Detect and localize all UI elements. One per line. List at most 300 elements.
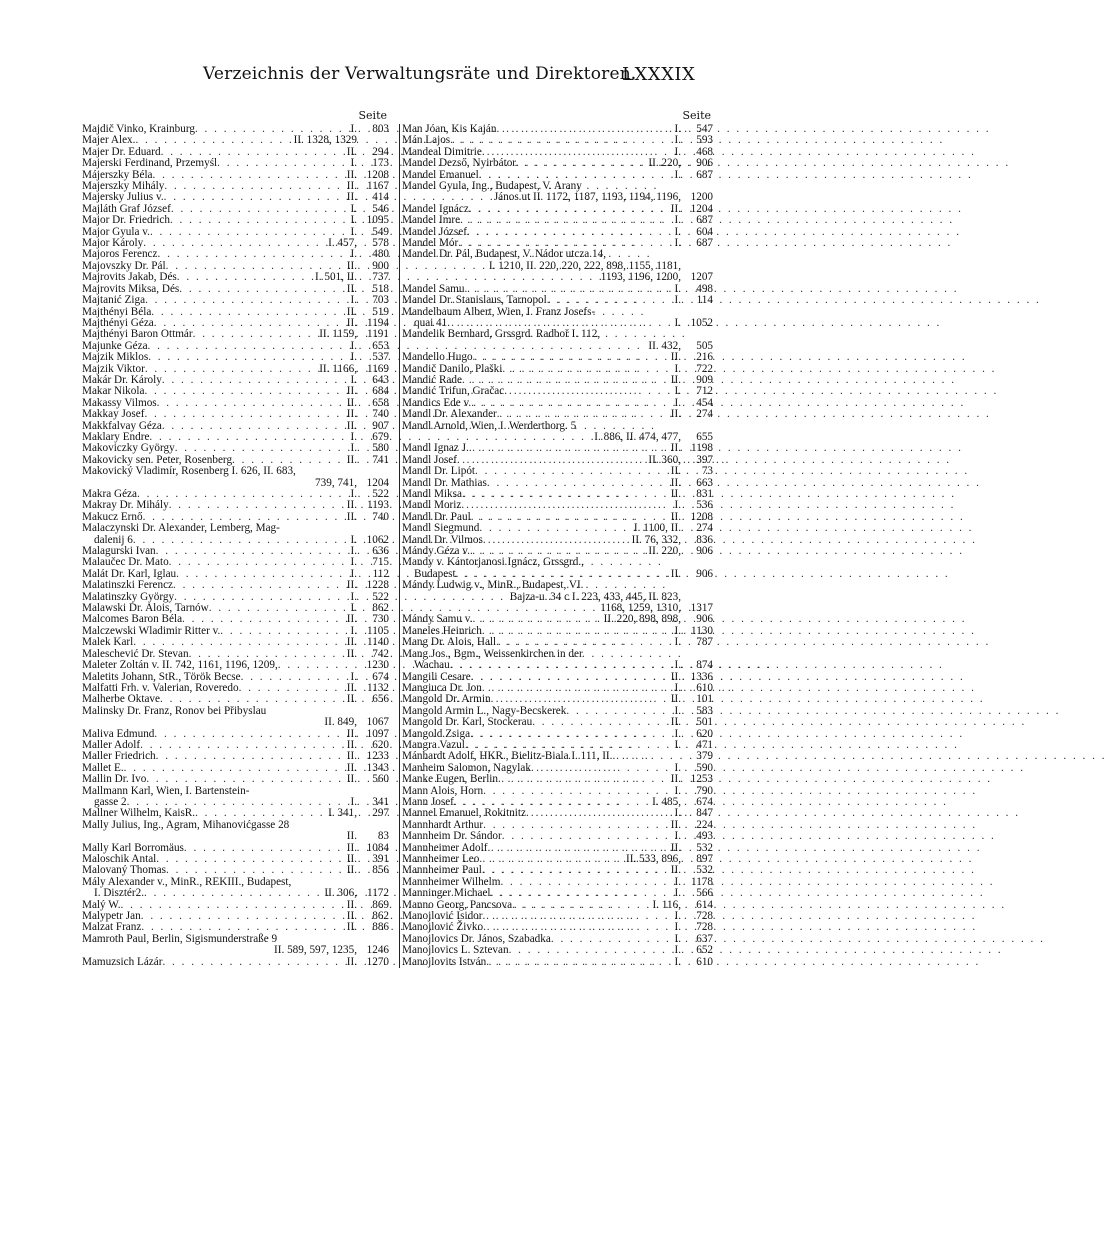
entry-text: Mally Julius, Ing., Agram, Mihanovićgasse 28 (82, 818, 290, 831)
dot-leader (504, 386, 672, 397)
dot-leader (462, 375, 669, 386)
entry-text: Mándy Ludwig v., MinR., Budapest, VI. (402, 579, 584, 592)
page-ref: 643 (372, 373, 389, 386)
dot-leader (526, 808, 672, 819)
entry-text: II. 589, 597, 1235, (274, 944, 357, 957)
page-ref: 663 (696, 476, 713, 489)
volume-ref: I. (674, 123, 681, 135)
volume-ref: I. (674, 225, 681, 238)
page-ref: 532 (696, 864, 713, 877)
volume-ref: I. (674, 282, 681, 295)
page-ref: 620 (696, 727, 713, 740)
entry-text: I. 1210, II. 220, 220, 222, 898, 1155, 1181, (488, 259, 681, 272)
entry-name: quai 41 (414, 316, 448, 329)
entry-name: Maliva Edmund (82, 727, 155, 740)
volume-ref: II. (670, 373, 681, 386)
page-ref: 546 (372, 202, 389, 215)
index-entry (402, 774, 713, 785)
dot-leader (176, 569, 348, 580)
dot-leader (458, 238, 672, 249)
entry-name: Majzik Miklos (82, 351, 149, 364)
page-ref: 787 (696, 636, 713, 649)
index-entry-line (402, 272, 713, 283)
dot-leader (148, 352, 348, 363)
page-ref: 652 (696, 944, 713, 957)
page-ref: 114 (696, 294, 713, 307)
page-ref: 1052 (690, 316, 713, 329)
dot-leader (162, 421, 345, 432)
entry-text: Mallmann Karl, Wien, I. Bartenstein- (82, 784, 250, 797)
page-ref: 737 (372, 271, 389, 284)
entry-name: Mallner Wilhelm, KaisR. (82, 807, 196, 820)
entry-name: Manojlović Živko (402, 921, 484, 934)
page-ref: 1084 (366, 841, 389, 854)
entry-name: Mamuzsich Lázár (82, 955, 163, 968)
volume-ref: I. (350, 545, 357, 558)
entry-name: Mangili Cesare (402, 670, 471, 683)
page-ref: 274 (696, 408, 713, 421)
seite-label: Seite (358, 109, 387, 122)
entry-name: Majerski Ferdinand, Przemyśl (82, 157, 218, 170)
volume-ref: II. (346, 738, 357, 751)
page-ref: 1169 (367, 362, 389, 375)
volume-ref: II. 220, 898, 898, (603, 613, 681, 626)
page-ref: 1198 (691, 442, 713, 455)
entry-name: Manninger Michael (402, 887, 491, 900)
entry-name: Mallin Dr. Ivo (82, 773, 147, 786)
entry-name: I. Disztér2. (94, 887, 145, 900)
dot-leader (482, 911, 672, 922)
page-ref: 505 (696, 339, 713, 352)
entry-text: II. 849, (324, 716, 357, 729)
dot-leader (483, 820, 669, 831)
page-ref: 498 (696, 282, 713, 295)
entry-name: Mally Karl Borromäus (82, 841, 184, 854)
volume-ref: II. 220, (648, 545, 681, 558)
page-ref: 454 (696, 396, 713, 409)
page-ref: 722 (696, 362, 713, 375)
entry-name: Malfatti Frh. v. Valerian, Roveredo (82, 681, 239, 694)
entry-name: Majláth Graf József (82, 202, 171, 215)
entry-name: Majthényi Baron Ottmár (82, 328, 193, 341)
page-ref: 580 (372, 442, 389, 455)
dot-leader (151, 307, 344, 318)
dot-leader (460, 215, 672, 226)
page-ref: 1246 (366, 944, 389, 957)
dot-leader (144, 386, 344, 397)
dot-leader (612, 751, 679, 762)
entry-name: Majtanić Ziga (82, 294, 146, 307)
index-entry (402, 523, 713, 534)
page-number: LXXXIX (622, 64, 696, 85)
page-ref: 522 (372, 488, 389, 500)
entry-name: Malzat Franz (82, 921, 142, 934)
dot-leader (133, 637, 344, 648)
volume-ref: II. (670, 693, 681, 706)
volume-ref: I. (350, 248, 357, 261)
dot-leader (500, 877, 672, 888)
index-entry (402, 694, 713, 705)
entry-text: Malinsky Dr. Franz, Ronov bei Přibyslau (82, 704, 267, 717)
page-ref: 653 (372, 339, 389, 352)
entry-name: Mandel Mór (402, 237, 459, 250)
dot-leader (146, 774, 344, 785)
volume-ref: I. (350, 157, 357, 170)
volume-ref: II. (346, 910, 357, 923)
volume-ref: I. (674, 168, 681, 181)
volume-ref: II. (670, 408, 681, 421)
entry-name: Major Károly (82, 237, 144, 250)
volume-ref: II. (346, 305, 357, 318)
page-ref: 803 (372, 123, 389, 135)
page-ref: 547 (696, 123, 713, 135)
dot-leader (171, 204, 349, 215)
index-entry (82, 957, 389, 968)
entry-name: Maleter Zoltán v. II. 742, 1161, 1196, 1209, (82, 659, 278, 672)
index-entry (82, 660, 389, 671)
page-ref: 790 (696, 784, 713, 797)
entry-text: Mandl Arnold, Wien, I. Werderthorg. 5 (402, 419, 577, 432)
page-ref: 869 (372, 898, 389, 911)
volume-ref: II. 220, (648, 157, 681, 170)
volume-ref: II. (346, 853, 357, 865)
entry-name: Majoros Ferencz (82, 248, 158, 261)
volume-ref: I. (674, 681, 681, 694)
dot-leader (479, 854, 624, 865)
entry-text: Mamroth Paul, Berlin, Sigismunderstraße 9 (82, 932, 278, 945)
volume-ref: I. (674, 499, 681, 512)
dot-leader (241, 672, 349, 683)
volume-ref: I. (674, 396, 681, 409)
page-ref: 480 (372, 248, 389, 261)
dot-leader (175, 443, 349, 454)
page-ref: 1067 (366, 716, 389, 729)
page-ref: 294 (372, 145, 389, 158)
page-ref: 216 (696, 351, 713, 364)
page-ref: 73 (701, 465, 713, 478)
volume-ref: I. (674, 316, 681, 329)
volume-ref: II. 1166, (319, 362, 357, 375)
page-ref: 1193 (367, 499, 389, 512)
page-ref: 1132 (367, 681, 389, 694)
volume-ref: I. (674, 955, 681, 968)
page-ref: 703 (372, 294, 389, 307)
entry-name: Major Gyula v. (82, 225, 150, 238)
dot-leader (479, 523, 631, 534)
entry-name: Mannheimer Leo (402, 853, 480, 865)
entry-name: Mangold Armin L., Nagy-Becskerek (402, 704, 567, 717)
entry-name: Mandl Siegmund (402, 522, 480, 535)
page-ref: 1172 (367, 887, 389, 900)
dot-leader (177, 272, 313, 283)
dot-leader (162, 375, 349, 386)
dot-leader (170, 215, 349, 226)
volume-ref: I. (350, 670, 357, 683)
entry-text: Makovický Vladimír, Rosenberg I. 626, II. 683, (82, 465, 296, 478)
index-entry (82, 329, 389, 340)
volume-ref: II. (670, 864, 681, 877)
volume-ref: I. (674, 932, 681, 945)
dot-leader (166, 261, 345, 272)
volume-ref: II. (346, 453, 357, 466)
page-ref: 906 (696, 567, 713, 580)
volume-ref: I. (674, 830, 681, 843)
dot-leader (164, 192, 345, 203)
entry-name: Mánhardt Adolf, HKR., Bielitz-Biala I. 111, II. (402, 750, 613, 763)
dot-leader (217, 158, 348, 169)
page-ref: 1178 (691, 875, 713, 888)
dot-leader (491, 888, 673, 899)
entry-name: Mandel Dezső, Nyirbátor (402, 157, 517, 170)
dot-leader (469, 204, 669, 215)
dot-leader (482, 626, 673, 637)
dot-leader (158, 249, 349, 260)
volume-ref: II. (670, 773, 681, 786)
page-header (0, 64, 800, 88)
entry-name: Mandel Emanuel (402, 168, 479, 181)
dot-leader (144, 409, 344, 420)
entry-text: I. 886, II. 474, 477, (594, 430, 681, 443)
page-ref: 1167 (367, 180, 389, 193)
dot-leader (179, 284, 344, 295)
volume-ref: II. (346, 408, 357, 421)
index-entry (402, 717, 713, 728)
page-ref: 687 (696, 214, 713, 227)
entry-name: Malypetr Jan (82, 910, 141, 923)
entry-name: Maklary Endre (82, 430, 150, 443)
dot-leader (462, 489, 669, 500)
dot-leader (143, 238, 326, 249)
volume-ref: II. (346, 647, 357, 660)
page-ref: 741 (372, 453, 389, 466)
page-ref: 224 (696, 818, 713, 831)
entry-name: Mangold Dr. Armin (402, 693, 491, 706)
page-ref: 1208 (690, 510, 713, 523)
entry-name: Maneles Heinrich (402, 624, 482, 637)
entry-name: Mandel Ignácz (402, 202, 469, 215)
volume-ref: II. (346, 419, 357, 432)
volume-ref: I. (674, 145, 681, 158)
dot-leader (502, 831, 673, 842)
volume-ref: II. (670, 476, 681, 489)
page-ref: 856 (372, 864, 389, 877)
dot-leader (475, 466, 669, 477)
entry-name: gasse 2 (94, 795, 127, 808)
dot-leader (141, 911, 345, 922)
index-entry (402, 409, 713, 420)
volume-ref: II. (346, 282, 357, 295)
entry-name: Malatinszki Ferencz (82, 579, 174, 592)
volume-ref: II. (670, 567, 681, 580)
page-ref: 674 (372, 670, 389, 683)
page-ref: 610 (696, 955, 713, 968)
page-ref: 874 (696, 659, 713, 672)
index-entry (402, 295, 713, 306)
page-ref: 728 (696, 910, 713, 923)
entry-name: Makovicky sen. Peter, Rosenberg (82, 453, 233, 466)
page-ref: 906 (696, 613, 713, 626)
page-ref: 909 (696, 373, 713, 386)
volume-ref: I. (674, 738, 681, 751)
page-ref: 658 (372, 396, 389, 409)
volume-ref: II. (346, 636, 357, 649)
entry-name: Mannheim Dr. Sándor (402, 830, 502, 843)
entry-name: Manke Eugen, Berlin (402, 773, 499, 786)
index-entry (82, 774, 389, 785)
page-ref: 740 (372, 408, 389, 421)
entry-text: Malaczynski Dr. Alexander, Lemberg, Mag- (82, 522, 280, 535)
dot-leader (532, 717, 669, 728)
page-ref (681, 329, 713, 340)
entry-name: Mandics Ede v. (402, 396, 472, 409)
index-entry (82, 694, 389, 705)
entry-name: Mandl Dr. Mathias (402, 476, 487, 489)
volume-ref: II. (346, 898, 357, 911)
entry-name: Makkfalvay Géza (82, 419, 162, 432)
dot-leader (149, 432, 348, 443)
entry-name: Mandl Dr. Lipót (402, 465, 476, 478)
entry-text: II. 432, (648, 339, 681, 352)
volume-ref: II. (670, 510, 681, 523)
page-ref: 712 (696, 385, 713, 398)
volume-ref: II. (670, 841, 681, 854)
volume-ref: II. (346, 385, 357, 398)
volume-ref: II. (346, 579, 357, 592)
volume-ref: II. (346, 955, 357, 968)
entry-name: Makkay Josef (82, 408, 145, 421)
seite-label: Seite (682, 109, 711, 122)
entry-name: Maloschik Antal (82, 853, 157, 865)
volume-ref: I. (350, 795, 357, 808)
dot-leader (137, 489, 348, 500)
entry-name: Makoviczky György (82, 442, 175, 455)
index-entry (82, 409, 389, 420)
page-ref: 614 (696, 898, 713, 911)
volume-ref: II. (346, 681, 357, 694)
dot-leader (143, 512, 345, 523)
entry-name: Man Jóan, Kis Kaján (402, 123, 497, 135)
page-ref: 907 (372, 419, 389, 432)
entry-name: Mann Josef (402, 795, 454, 808)
page-ref: 519 (372, 305, 389, 318)
page-ref: 687 (696, 168, 713, 181)
volume-ref: I. (674, 910, 681, 923)
entry-name: Malherbe Oktave (82, 693, 160, 706)
dot-leader (173, 580, 345, 591)
entry-name: Majrovits Miksa, Dés (82, 282, 180, 295)
entry-text: Mandel Gyula, Ing., Budapest, V. Arany (402, 180, 582, 193)
volume-ref: I. (674, 784, 681, 797)
dot-leader (124, 763, 345, 774)
dot-leader (483, 922, 672, 933)
entry-name: Mannheimer Adolf (402, 841, 488, 854)
volume-ref: II. (346, 864, 357, 877)
page-ref: 537 (372, 351, 389, 364)
page-ref: 906 (696, 545, 713, 558)
page-ref: 1204 (366, 476, 389, 489)
dot-leader (182, 614, 345, 625)
page-ref: 1140 (367, 636, 389, 649)
index-entry (402, 158, 713, 169)
entry-name: dalenij 6 (94, 533, 133, 546)
entry-name: Manojlović Isidor (402, 910, 483, 923)
entry-name: Majzik Viktor (82, 362, 145, 375)
volume-ref: II. (670, 465, 681, 478)
dot-leader (447, 318, 672, 329)
dot-leader (516, 158, 646, 169)
volume-ref: I. (674, 921, 681, 934)
entry-text: Mály Alexander v., MinR., REKIII., Budapest, (82, 875, 292, 888)
index-entry-line (82, 945, 389, 956)
dot-leader (469, 443, 669, 454)
page-ref: 906 (696, 157, 713, 170)
entry-name: Majunke Géza (82, 339, 148, 352)
entry-text: Mang Jos., Bgm., Weissenkirchen in der (402, 647, 583, 660)
volume-ref: II. (670, 351, 681, 364)
entry-name: Mandl Dr. Vilmos (402, 533, 483, 546)
volume-ref: II. (670, 202, 681, 215)
dot-leader (483, 786, 672, 797)
entry-name: Mangold Dr. Karl, Stockerau (402, 716, 533, 729)
volume-ref: I. 501, II. (315, 271, 357, 284)
volume-ref: II. 306, (324, 887, 357, 900)
page-ref: 620 (372, 738, 389, 751)
dot-leader (140, 740, 345, 751)
page-ref: 1253 (690, 773, 713, 786)
index-entry (402, 945, 713, 956)
page-ref: 532 (696, 841, 713, 854)
page-ref: 1317 (690, 602, 713, 615)
volume-ref: II. (346, 693, 357, 706)
dot-leader (174, 592, 348, 603)
page-ref: 501 (696, 716, 713, 729)
dot-leader (470, 729, 672, 740)
entry-name: Mandl Moriz (402, 499, 462, 512)
page-ref: 397 (696, 453, 713, 466)
volume-ref: I. (674, 624, 681, 637)
index-entry-line (82, 831, 389, 842)
entry-name: Maleschević Dr. Stevan (82, 647, 189, 660)
dot-leader (457, 455, 646, 466)
page-ref: 687 (696, 237, 713, 250)
page-ref: 112 (372, 567, 389, 580)
volume-ref: I. 457, (328, 237, 357, 250)
volume-ref: I. (674, 807, 681, 820)
volume-ref: I. (350, 567, 357, 580)
dot-leader (148, 341, 349, 352)
entry-name: Mandeal Dimitrie (402, 145, 482, 158)
volume-ref: II. 76, 332, (631, 533, 681, 546)
dot-leader (487, 478, 669, 489)
dot-leader (195, 124, 349, 135)
entry-name: Mandl Dr. Paul (402, 510, 471, 523)
dot-leader (193, 329, 318, 340)
page-ref: 566 (696, 887, 713, 900)
index-entry (82, 888, 389, 899)
volume-ref: II. (346, 168, 357, 181)
page-ref: 101 (696, 693, 713, 706)
entry-name: Malczewski Wladimir Ritter v. (82, 624, 221, 637)
dot-leader (461, 500, 672, 511)
entry-name: Mándy Géza v. (402, 545, 470, 558)
page-ref: 560 (372, 773, 389, 786)
dot-leader (220, 626, 348, 637)
page-ref: 897 (696, 853, 713, 865)
dot-leader (153, 170, 345, 181)
page-ref: 1130 (691, 624, 713, 637)
dot-leader (189, 649, 345, 660)
volume-ref: I. (674, 875, 681, 888)
